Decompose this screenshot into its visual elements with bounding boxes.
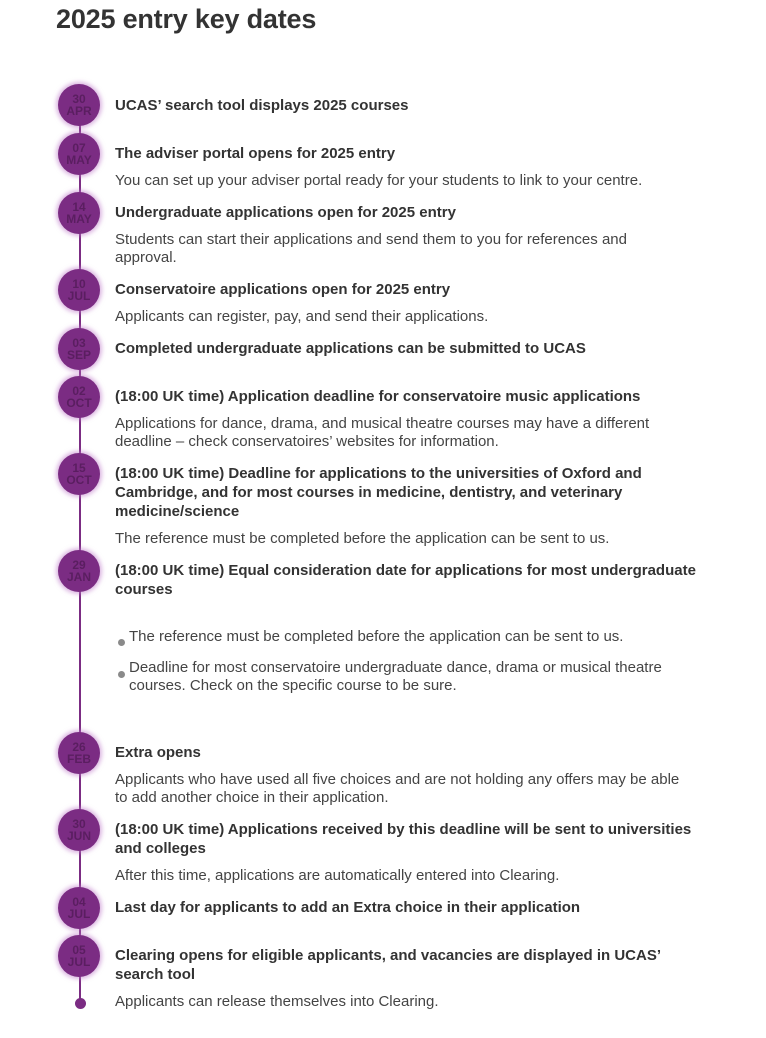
bullet-dot: [118, 639, 125, 646]
event-description: Applicants can register, pay, and send their applications.: [115, 308, 489, 325]
date-day: 30: [72, 92, 86, 106]
event-heading: Conservatoire applications open for 2025 entry: [115, 281, 451, 298]
date-day: 07: [72, 141, 86, 155]
event-description: You can set up your adviser portal ready for your students to link to your centre.: [115, 172, 643, 189]
date-badge: [58, 84, 100, 126]
date-badge: [58, 376, 100, 418]
event-heading: Completed undergraduate applications can be submitted to UCAS: [115, 340, 586, 357]
date-badge: [58, 192, 100, 234]
date-month: MAY: [66, 212, 92, 226]
event-description: Applications for dance, drama, and musical theatre courses may have a different deadline – check conservatoires’ websites for information.: [115, 415, 650, 450]
event-heading: (18:00 UK time) Application deadline for conservatoire music applications: [115, 388, 641, 405]
timeline-end-dot: [75, 998, 86, 1009]
date-day: 26: [72, 740, 86, 754]
date-day: 14: [72, 200, 86, 214]
date-badge: [58, 732, 100, 774]
date-badge: [58, 269, 100, 311]
event-heading: UCAS’ search tool displays 2025 courses: [115, 97, 409, 114]
date-badge: [58, 887, 100, 929]
date-month: JUL: [67, 955, 91, 969]
event-description: Students can start their applications and send them to you for references and approval.: [115, 231, 627, 266]
date-month: OCT: [66, 396, 92, 410]
date-day: 29: [72, 558, 86, 572]
date-month: APR: [66, 104, 92, 118]
event-heading: The adviser portal opens for 2025 entry: [115, 145, 396, 162]
event-description: The reference must be completed before the application can be sent to us.: [115, 530, 610, 547]
date-month: MAY: [66, 153, 92, 167]
date-badge: [58, 935, 100, 977]
event-description: Applicants can release themselves into Clearing.: [115, 993, 439, 1010]
date-month: OCT: [66, 473, 92, 487]
date-day: 03: [72, 336, 86, 350]
bullet-text: Deadline for most conservatoire undergraduate dance, drama or musical theatre courses. Check on the specific course to be sure.: [129, 659, 662, 694]
event-description: Applicants who have used all five choices and are not holding any offers may be able to add another choice in their application.: [115, 771, 680, 806]
event-heading: (18:00 UK time) Deadline for applications to the universities of Oxford and Cambridge, and for most courses in medicine, dentistry, and veterinary medicine/science: [115, 465, 642, 520]
event-heading: Clearing opens for eligible applicants, and vacancies are displayed in UCAS’ search tool: [115, 947, 661, 983]
date-badge: [58, 550, 100, 592]
date-day: 02: [72, 384, 86, 398]
date-month: JUL: [67, 907, 91, 921]
date-day: 04: [72, 895, 86, 909]
date-day: 10: [72, 277, 86, 291]
date-month: JUN: [66, 829, 91, 843]
event-heading: Undergraduate applications open for 2025 entry: [115, 204, 456, 221]
date-month: SEP: [66, 348, 91, 362]
date-badge: [58, 809, 100, 851]
date-day: 05: [72, 943, 86, 957]
event-description: After this time, applications are automatically entered into Clearing.: [115, 867, 560, 884]
date-badge: [58, 133, 100, 175]
page-title: 2025 entry key dates: [56, 4, 317, 34]
event-heading: Extra opens: [115, 744, 201, 761]
date-day: 15: [72, 461, 86, 475]
date-month: FEB: [67, 752, 91, 766]
date-badge: [58, 328, 100, 370]
bullet-dot: [118, 671, 125, 678]
bullet-text: The reference must be completed before the application can be sent to us.: [129, 628, 624, 645]
date-day: 30: [72, 817, 86, 831]
date-badge: [58, 453, 100, 495]
event-heading: Last day for applicants to add an Extra choice in their application: [115, 899, 581, 916]
event-heading: (18:00 UK time) Equal consideration date for applications for most undergraduate courses: [115, 562, 696, 598]
date-month: JAN: [66, 570, 91, 584]
event-heading: (18:00 UK time) Applications received by this deadline will be sent to universities and colleges: [115, 821, 692, 857]
date-month: JUL: [67, 289, 91, 303]
